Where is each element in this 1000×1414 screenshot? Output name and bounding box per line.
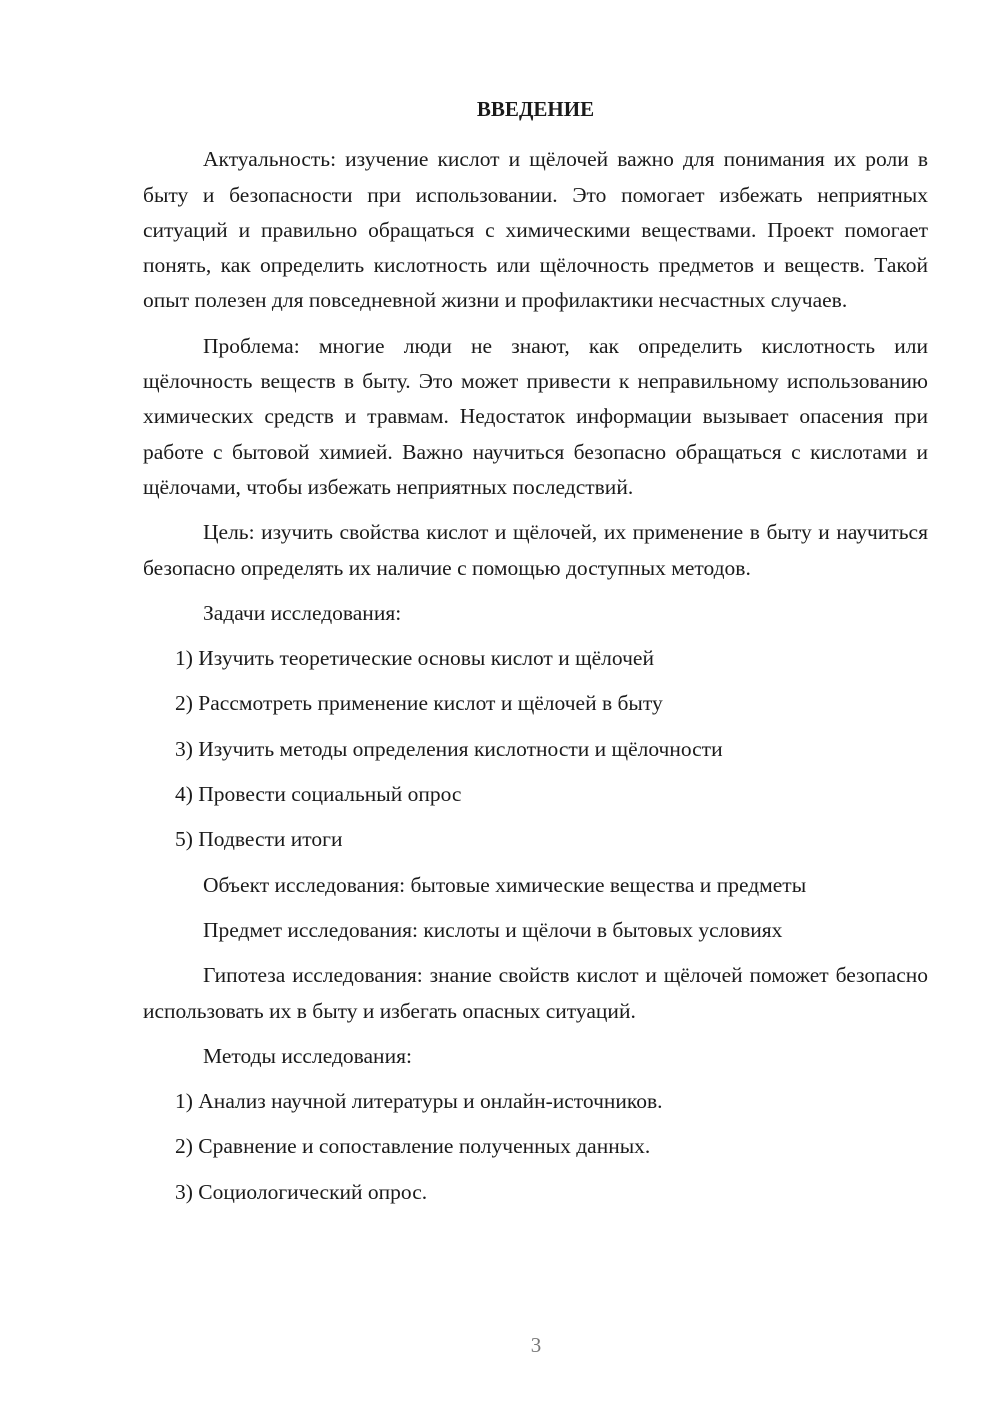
relevance-paragraph: Актуальность: изучение кислот и щёлочей важно для понимания их роли в быту и безопасности при использовании. Это помогает избежать неприятных ситуаций и правильно обращаться с химическими веществами. Проект помогает понять, как определить кислотность или щёлочность предметов и веществ. Такой опыт полезен для повседневной жизни и профилактики несчастных случаев. bbox=[143, 147, 928, 313]
method-item: 3) Социологический опрос. bbox=[175, 1179, 428, 1204]
problem-paragraph: Проблема: многие люди не знают, как определить кислотность или щёлочность веществ в быту. Это может привести к неправильному использованию химических средств и травмам. Недостаток информации вызывает опасения при работе с бытовой химией. Важно научиться безопасно обращаться с кислотами и щёлочами, чтобы избежать неприятных последствий. bbox=[143, 333, 928, 499]
object-paragraph: Объект исследования: бытовые химические вещества и предметы bbox=[203, 872, 807, 897]
task-item: 4) Провести социальный опрос bbox=[175, 782, 462, 807]
document-page bbox=[143, 92, 928, 1220]
goal-paragraph: Цель: изучить свойства кислот и щёлочей, их применение в быту и научиться безопасно определять их наличие с помощью доступных методов. bbox=[143, 520, 928, 580]
page-title: ВВЕДЕНИЕ bbox=[476, 97, 595, 121]
method-item: 2) Сравнение и сопоставление полученных данных. bbox=[175, 1134, 651, 1159]
methods-heading: Методы исследования: bbox=[203, 1043, 412, 1068]
tasks-heading: Задачи исследования: bbox=[203, 600, 402, 625]
hypothesis-paragraph: Гипотеза исследования: знание свойств кислот и щёлочей поможет безопасно использовать их в быту и избегать опасных ситуаций. bbox=[143, 963, 928, 1023]
page-number: 3 bbox=[530, 1333, 542, 1357]
task-item: 5) Подвести итоги bbox=[175, 827, 343, 852]
task-item: 3) Изучить методы определения кислотности и щёлочности bbox=[175, 736, 723, 761]
task-item: 1) Изучить теоретические основы кислот и щёлочей bbox=[175, 646, 654, 671]
method-item: 1) Анализ научной литературы и онлайн-источников. bbox=[175, 1089, 663, 1114]
task-item: 2) Рассмотреть применение кислот и щёлочей в быту bbox=[175, 691, 663, 716]
subject-paragraph: Предмет исследования: кислоты и щёлочи в бытовых условиях bbox=[203, 917, 783, 942]
